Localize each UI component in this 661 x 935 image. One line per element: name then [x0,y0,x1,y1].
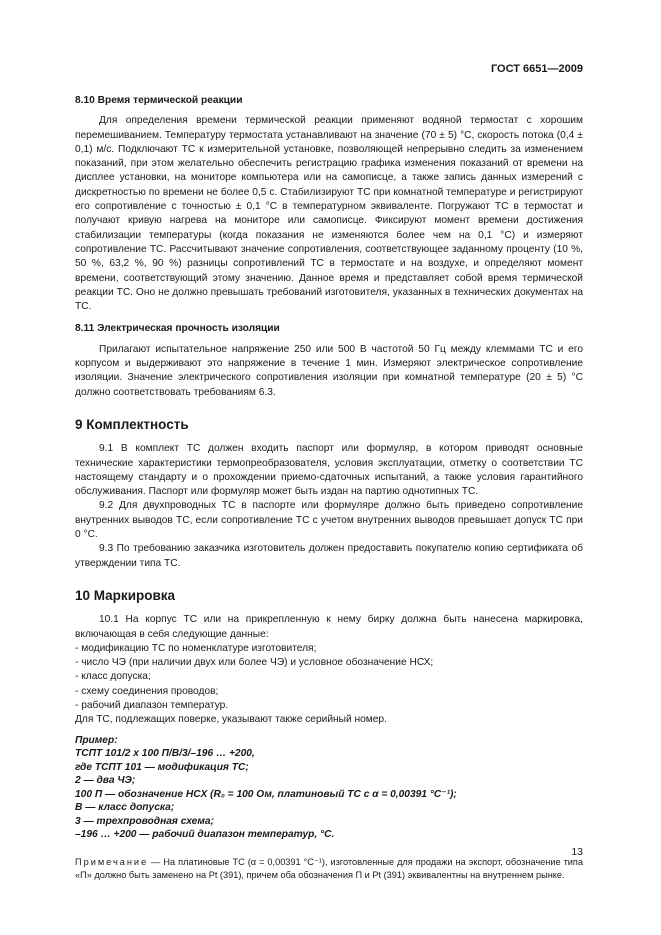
example-line: –196 … +200 — рабочий диапазон температур, °С. [75,829,335,841]
paragraph: Для определения времени термической реакции применяют водяной термостат с хорошим перемешиванием. Температуру термостата устанавливают на значение (70 ± 5) °С, скорость потока (0,4 ± 0,1) м/с. Подключают ТС к измерительной установке, позволяющей непрерывно следить за изменением показаний, при этом желательно обеспечить регистрацию графика изменения показаний от времени на дисплее установки, на мониторе компьютера или на самописце, а также запись данных измерений с дискретностью по времени не более 0,5 с. Стабилизируют ТС при комнатной температуре и регистрируют его сопротивление с точностью ± 0,1 °С в температурном эквиваленте. Погружают ТС в термостат и получают кривую нагрева на мониторе или самописце. Фиксируют момент времени достижения стабилизации температуры (когда показания не изменяются более чем на 0,1 °С) и измеряют сопротивление ТС. Рассчитывают значение сопротивления, соответствующее заданному проценту (10 %, 50 %, 63,2 %, 90 %) разницы сопротивлений ТС в термостате и на воздухе, и определяют момент времени, соответствующий этому значению. Данное время и представляет собой время термической реакции ТС. Оно не должно превышать требований изготовителя, указанных в технических документах на ТС. [75,115,583,313]
document-id: ГОСТ 6651—2009 [490,63,583,75]
list-item: - класс допуска; [75,671,151,683]
example-line: 100 П — обозначение НСХ (R₀ = 100 Ом, платиновый ТС с α = 0,00391 °С⁻¹); [75,788,457,800]
example-line: ТСПТ 101/2 х 100 П/В/3/–196 … +200, [75,748,255,760]
paragraph: 9.3 По требованию заказчика изготовитель должен предоставить покупателю копию сертификата об утверждении типа ТС. [75,543,583,569]
note-dash: — [148,856,164,867]
example-line: В — класс допуска; [75,802,175,814]
paragraph: 10.1 На корпус ТС или на прикрепленную к нему бирку должна быть нанесена маркировка, включающая в себя следующие данные: [75,614,583,640]
note-label: Примечание [75,856,149,867]
section-title-10: 10 Маркировка [75,587,176,603]
page-content [75,94,583,882]
example-block [75,734,583,842]
paragraph: 9.1 В комплект ТС должен входить паспорт или формуляр, в котором приводят основные технические характеристики термопреобразователя, условия эксплуатации, отметку о соответствии ТС настоящему стандарту и о прохождении приемо-сдаточных испытаний, а также условия гарантийного обслуживания. Паспорт или формуляр может быть издан на партию однотипных ТС. [75,443,583,498]
subsection-title-8-11: 8.11 Электрическая прочность изоляции [75,323,280,335]
paragraph: Прилагают испытательное напряжение 250 или 500 В частотой 50 Гц между клеммами ТС и его корпусом и выдерживают это напряжение в течение 1 мин. Измеряют электрическое сопротивление изоляции. Значение электрического сопротивления изоляции при комнатной температуре (20 ± 5) °С должно соответствовать требованиям 6.3. [75,343,583,398]
marking-list [75,642,583,713]
example-line: где ТСПТ 101 — модификация ТС; [75,761,249,773]
page-number: 13 [571,846,583,858]
note [75,856,583,882]
note-text: На платиновые ТС (α = 0,00391 °С⁻¹), изготовленные для продажи на экспорт, обозначение типа «П» должно быть заменено на Pt (391), причем оба обозначения П и Pt (391) эквивалентны на внутреннем рынке. [75,856,583,880]
subsection-title-8-10: 8.10 Время термической реакции [75,95,243,106]
list-item: - модификацию ТС по номенклатуре изготовителя; [75,642,317,654]
paragraph: Для ТС, подлежащих поверке, указывают также серийный номер. [75,714,387,726]
example-line: 3 — трехпроводная схема; [75,815,214,827]
list-item: - число ЧЭ (при наличии двух или более ЧЭ) и условное обозначение НСХ; [75,657,434,669]
paragraph: 9.2 Для двухпроводных ТС в паспорте или формуляре должно быть приведено сопротивление внутренних выводов ТС, если сопротивление ТС с учетом внутренних выводов превышает допуск ТС при 0 °С. [75,500,583,541]
list-item: - схему соединения проводов; [75,685,219,697]
example-label: Пример: [75,734,118,746]
list-item: - рабочий диапазон температур. [75,699,229,711]
section-title-9: 9 Комплектность [75,416,189,432]
example-line: 2 — два ЧЭ; [75,775,136,787]
